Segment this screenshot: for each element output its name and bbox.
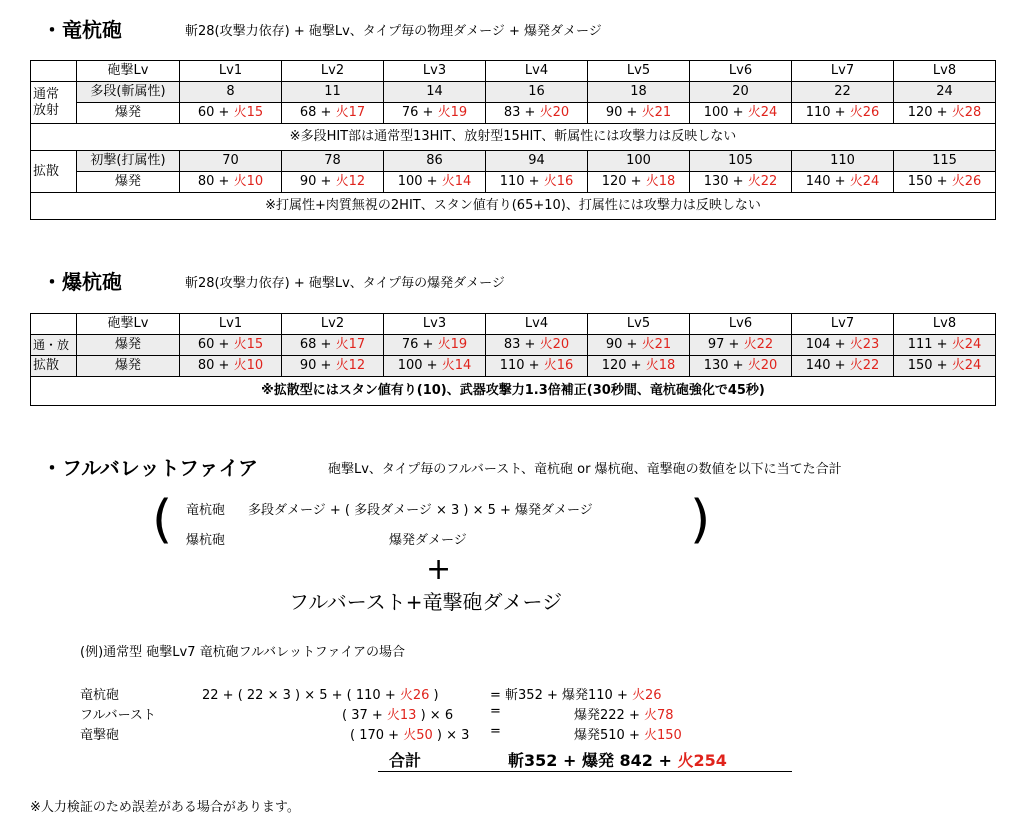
example-title: (例)通常型 砲撃Lv7 竜杭砲フルバレットファイアの場合 (80, 645, 406, 660)
base-value: 140 + (805, 174, 850, 189)
base-value: 97 + (707, 337, 744, 352)
base-value: 76 + (401, 337, 438, 352)
header-cell: Lv5 (588, 314, 690, 335)
baku-header-row (31, 314, 996, 335)
ex-fullburst-result (574, 704, 674, 723)
base-value: 120 + (601, 358, 646, 373)
baku-note-row (31, 377, 996, 406)
fire-value: 火16 (543, 358, 574, 373)
base-value: 83 + (503, 105, 540, 120)
header-cell: Lv4 (486, 314, 588, 335)
fire-value: 火18 (645, 358, 676, 373)
fire-value: 火24 (951, 337, 982, 352)
value-cell (180, 103, 282, 124)
value-cell: 24 (894, 82, 996, 103)
full-title: ・フルバレットファイア (42, 456, 258, 480)
formula-baku-name: 爆杭砲 (186, 533, 226, 548)
row-label: 多段(斬属性) (77, 82, 180, 103)
baku-row-spread (31, 356, 996, 377)
value-cell: 20 (690, 82, 792, 103)
open-paren: ( (152, 490, 173, 550)
value-cell (792, 356, 894, 377)
footer-note: ※人力検証のため誤差がある場合があります。 (30, 800, 300, 815)
fire-value: 火28 (951, 105, 982, 120)
fire-value: 火22 (747, 174, 778, 189)
fire-value: 火150 (643, 728, 682, 743)
value-cell (180, 335, 282, 356)
header-cell: Lv1 (180, 314, 282, 335)
base-value: 90 + (299, 174, 336, 189)
value-cell (894, 103, 996, 124)
fire-value: 火20 (539, 105, 570, 120)
baku-title: ・爆杭砲 (42, 270, 122, 294)
fire-value: 火10 (233, 174, 264, 189)
table-note: ※多段HIT部は通常型13HIT、放射型15HIT、斬属性には攻撃力は反映しない (31, 124, 996, 151)
value-cell: 105 (690, 151, 792, 172)
header-cell: 砲撃Lv (77, 314, 180, 335)
fire-value: 火16 (543, 174, 574, 189)
base-value: 111 + (907, 337, 952, 352)
result-part: 爆発222 + (574, 708, 644, 723)
value-cell: 70 (180, 151, 282, 172)
fire-value: 火26 (849, 105, 880, 120)
ex-ryugeki-name: 竜撃砲 (80, 728, 120, 743)
fire-value: 火21 (641, 337, 672, 352)
base-value: 100 + (703, 105, 748, 120)
fire-value: 火19 (437, 105, 468, 120)
close-paren: ) (690, 490, 711, 550)
header-cell: Lv7 (792, 314, 894, 335)
header-cell: Lv6 (690, 61, 792, 82)
base-value: 68 + (299, 337, 336, 352)
fire-value: 火21 (641, 105, 672, 120)
base-value: 90 + (605, 105, 642, 120)
total-label: 合計 (389, 751, 422, 770)
expr-part: ) (429, 688, 439, 703)
result-part: 爆発510 + (574, 728, 644, 743)
row-label: 爆発 (77, 172, 180, 193)
fire-value: 火78 (643, 708, 674, 723)
formula-baku-expr: 爆発ダメージ (389, 533, 467, 548)
baku-table (30, 313, 996, 406)
fire-value: 火14 (441, 174, 472, 189)
result-part: = 斬352 + 爆発110 + (490, 688, 632, 703)
value-cell (792, 172, 894, 193)
base-value: 80 + (197, 358, 234, 373)
base-value: 140 + (805, 358, 850, 373)
total-part: 斬352 + 爆発 842 + (508, 751, 678, 770)
value-cell: 78 (282, 151, 384, 172)
value-cell (588, 103, 690, 124)
value-cell (894, 172, 996, 193)
value-cell (282, 172, 384, 193)
value-cell (894, 335, 996, 356)
ex-fullburst-eq: = (490, 704, 501, 719)
header-cell: Lv5 (588, 61, 690, 82)
value-cell: 11 (282, 82, 384, 103)
full-desc: 砲撃Lv、タイプ毎のフルバースト、竜杭砲 or 爆杭砲、竜撃砲の数値を以下に当てた合計 (328, 462, 842, 477)
ex-ryu-expr (202, 684, 439, 703)
plus-sign: + (426, 552, 452, 587)
fire-value: 火24 (951, 358, 982, 373)
ex-ryugeki-result (574, 724, 682, 743)
header-cell: Lv2 (282, 61, 384, 82)
value-cell (588, 356, 690, 377)
fire-value: 火26 (399, 688, 430, 703)
expr-part: ) × 6 (416, 708, 454, 723)
blank-cell (31, 61, 77, 82)
ex-fullburst-name: フルバースト (80, 708, 156, 723)
ryu-table (30, 60, 996, 220)
ryu-note-row-1 (31, 124, 996, 151)
value-cell (384, 172, 486, 193)
base-value: 60 + (197, 105, 234, 120)
base-value: 120 + (601, 174, 646, 189)
ryu-multi-row (31, 82, 996, 103)
fire-value: 火10 (233, 358, 264, 373)
value-cell (486, 335, 588, 356)
base-value: 83 + (503, 337, 540, 352)
base-value: 60 + (197, 337, 234, 352)
base-value: 100 + (397, 174, 442, 189)
total-underline (378, 771, 792, 772)
expr-part: ) × 3 (432, 728, 470, 743)
value-cell: 16 (486, 82, 588, 103)
baku-row-normal (31, 335, 996, 356)
ryu-note-row-2 (31, 193, 996, 220)
table-note: ※打属性+肉質無視の2HIT、スタン値有り(65+10)、打属性には攻撃力は反映しない (31, 193, 996, 220)
group-label: 通・放 (31, 335, 77, 356)
ryu-first-row (31, 151, 996, 172)
fire-value: 火26 (951, 174, 982, 189)
value-cell (588, 335, 690, 356)
fire-value: 火50 (403, 728, 433, 743)
value-cell: 100 (588, 151, 690, 172)
ryu-blast-row (31, 103, 996, 124)
fire-value: 火13 (386, 708, 417, 723)
table-note: ※拡散型にはスタン値有り(10)、武器攻撃力1.3倍補正(30秒間、竜杭砲強化で45秒) (31, 377, 996, 406)
expr-part: 22 + ( 22 × 3 ) × 5 + ( 110 + (202, 688, 400, 703)
header-cell: Lv7 (792, 61, 894, 82)
ex-ryugeki-eq: = (490, 724, 501, 739)
fire-value: 火20 (747, 358, 778, 373)
fire-value: 火15 (233, 337, 264, 352)
fire-value: 火19 (437, 337, 468, 352)
row-label: 爆発 (77, 335, 180, 356)
value-cell (792, 103, 894, 124)
fire-value: 火26 (631, 688, 662, 703)
value-cell: 110 (792, 151, 894, 172)
value-cell: 8 (180, 82, 282, 103)
header-cell: Lv2 (282, 314, 384, 335)
ex-ryu-name: 竜杭砲 (80, 688, 120, 703)
value-cell (690, 103, 792, 124)
header-cell: Lv3 (384, 314, 486, 335)
sum-text: フルバースト+竜撃砲ダメージ (289, 590, 563, 614)
total-value (508, 748, 727, 771)
header-cell: Lv8 (894, 314, 996, 335)
group-label: 拡散 (31, 356, 77, 377)
header-cell: 砲撃Lv (77, 61, 180, 82)
value-cell (384, 335, 486, 356)
fire-value: 火17 (335, 337, 366, 352)
fire-value: 火254 (677, 751, 727, 770)
base-value: 150 + (907, 174, 952, 189)
header-cell: Lv8 (894, 61, 996, 82)
base-value: 100 + (397, 358, 442, 373)
header-cell: Lv1 (180, 61, 282, 82)
value-cell: 94 (486, 151, 588, 172)
fire-value: 火23 (849, 337, 880, 352)
baku-desc: 斬28(攻撃力依存) + 砲撃Lv、タイプ毎の爆発ダメージ (185, 276, 505, 291)
row-label: 爆発 (77, 103, 180, 124)
fire-value: 火14 (441, 358, 472, 373)
value-cell (282, 103, 384, 124)
fire-value: 火12 (335, 174, 366, 189)
formula-ryu-expr: 多段ダメージ + ( 多段ダメージ × 3 ) × 5 + 爆発ダメージ (248, 503, 593, 518)
value-cell (486, 356, 588, 377)
value-cell: 115 (894, 151, 996, 172)
fire-value: 火24 (849, 174, 880, 189)
value-cell (690, 356, 792, 377)
fire-value: 火20 (539, 337, 570, 352)
value-cell (690, 172, 792, 193)
value-cell (486, 103, 588, 124)
base-value: 90 + (299, 358, 336, 373)
formula-ryu-name: 竜杭砲 (186, 503, 226, 518)
ryu-blast2-row (31, 172, 996, 193)
ex-ryugeki-expr (350, 724, 469, 743)
value-cell (180, 356, 282, 377)
base-value: 68 + (299, 105, 336, 120)
value-cell: 18 (588, 82, 690, 103)
base-value: 110 + (805, 105, 850, 120)
value-cell (282, 335, 384, 356)
base-value: 110 + (499, 358, 544, 373)
group-label: 拡散 (31, 151, 77, 193)
ex-ryu-result (490, 684, 662, 703)
fire-value: 火17 (335, 105, 366, 120)
value-cell (588, 172, 690, 193)
ryu-header-row (31, 61, 996, 82)
group-label: 通常 放射 (31, 82, 77, 124)
header-cell: Lv3 (384, 61, 486, 82)
base-value: 130 + (703, 174, 748, 189)
expr-part: ( 170 + (350, 728, 404, 743)
base-value: 130 + (703, 358, 748, 373)
value-cell (486, 172, 588, 193)
value-cell: 86 (384, 151, 486, 172)
ryu-title: ・竜杭砲 (42, 18, 122, 42)
fire-value: 火18 (645, 174, 676, 189)
fire-value: 火24 (747, 105, 778, 120)
expr-part: ( 37 + (342, 708, 387, 723)
fire-value: 火22 (849, 358, 880, 373)
base-value: 120 + (907, 105, 952, 120)
base-value: 150 + (907, 358, 952, 373)
value-cell (894, 356, 996, 377)
value-cell (384, 103, 486, 124)
base-value: 90 + (605, 337, 642, 352)
base-value: 104 + (805, 337, 850, 352)
ex-fullburst-expr (342, 704, 453, 723)
base-value: 110 + (499, 174, 544, 189)
value-cell: 22 (792, 82, 894, 103)
value-cell (690, 335, 792, 356)
base-value: 80 + (197, 174, 234, 189)
fire-value: 火12 (335, 358, 366, 373)
blank-cell (31, 314, 77, 335)
value-cell (792, 335, 894, 356)
value-cell (282, 356, 384, 377)
base-value: 76 + (401, 105, 438, 120)
value-cell: 14 (384, 82, 486, 103)
row-label: 爆発 (77, 356, 180, 377)
value-cell (384, 356, 486, 377)
header-cell: Lv6 (690, 314, 792, 335)
fire-value: 火22 (743, 337, 774, 352)
ryu-desc: 斬28(攻撃力依存) + 砲撃Lv、タイプ毎の物理ダメージ + 爆発ダメージ (185, 24, 602, 39)
row-label: 初撃(打属性) (77, 151, 180, 172)
header-cell: Lv4 (486, 61, 588, 82)
fire-value: 火15 (233, 105, 264, 120)
value-cell (180, 172, 282, 193)
